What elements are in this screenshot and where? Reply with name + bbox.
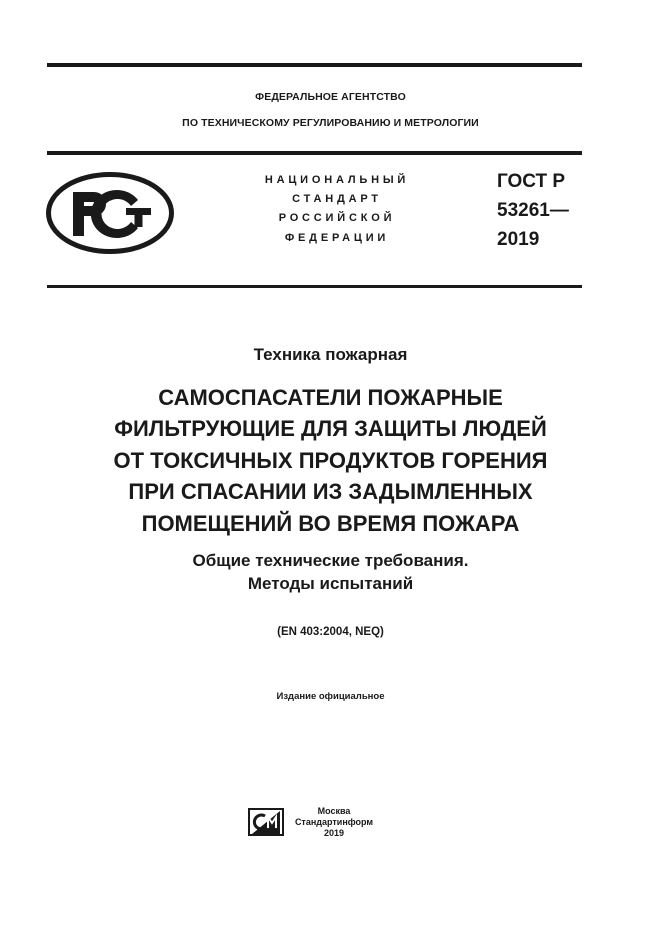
national-standard-line-2: СТАНДАРТ [292, 193, 382, 205]
edition-note: Издание официальное [276, 691, 385, 702]
standartinform-logo-icon [248, 808, 284, 836]
gost-designation-line-2: 53261— [497, 200, 569, 221]
national-standard-line-1: НАЦИОНАЛЬНЫЙ [264, 174, 410, 186]
lower-rule [47, 285, 582, 288]
rst-certification-logo-icon [46, 172, 174, 254]
national-standard-line-4: ФЕДЕРАЦИИ [284, 232, 390, 244]
main-title-line-4: ПРИ СПАСАНИИ ИЗ ЗАДЫМЛЕННЫХ [128, 479, 533, 504]
national-standard-line-3: РОССИЙСКОЙ [278, 212, 396, 224]
subtitle-line-2: Методы испытаний [247, 574, 414, 593]
equivalence-note: (EN 403:2004, NEQ) [277, 626, 384, 638]
imprint-publisher: Стандартинформ [294, 817, 374, 827]
imprint-year: 2019 [323, 828, 345, 838]
main-title-line-5: ПОМЕЩЕНИЙ ВО ВРЕМЯ ПОЖАРА [141, 511, 520, 536]
agency-line-1: ФЕДЕРАЛЬНОЕ АГЕНТСТВО [255, 91, 406, 103]
subtitle-line-1: Общие технические требования. [192, 551, 469, 570]
agency-line-2: ПО ТЕХНИЧЕСКОМУ РЕГУЛИРОВАНИЮ И МЕТРОЛОГИИ [182, 117, 479, 129]
main-title-line-2: ФИЛЬТРУЮЩИЕ ДЛЯ ЗАЩИТЫ ЛЮДЕЙ [114, 416, 547, 441]
gost-designation-line-3: 2019 [497, 229, 540, 250]
main-title-line-3: ОТ ТОКСИЧНЫХ ПРОДУКТОВ ГОРЕНИЯ [113, 448, 548, 473]
main-title-line-1: САМОСПАСАТЕЛИ ПОЖАРНЫЕ [158, 385, 503, 410]
gost-designation-line-1: ГОСТ Р [497, 171, 566, 192]
middle-rule [47, 151, 582, 155]
top-rule [47, 63, 582, 67]
imprint-city: Москва [317, 806, 351, 816]
field-heading: Техника пожарная [253, 345, 408, 364]
